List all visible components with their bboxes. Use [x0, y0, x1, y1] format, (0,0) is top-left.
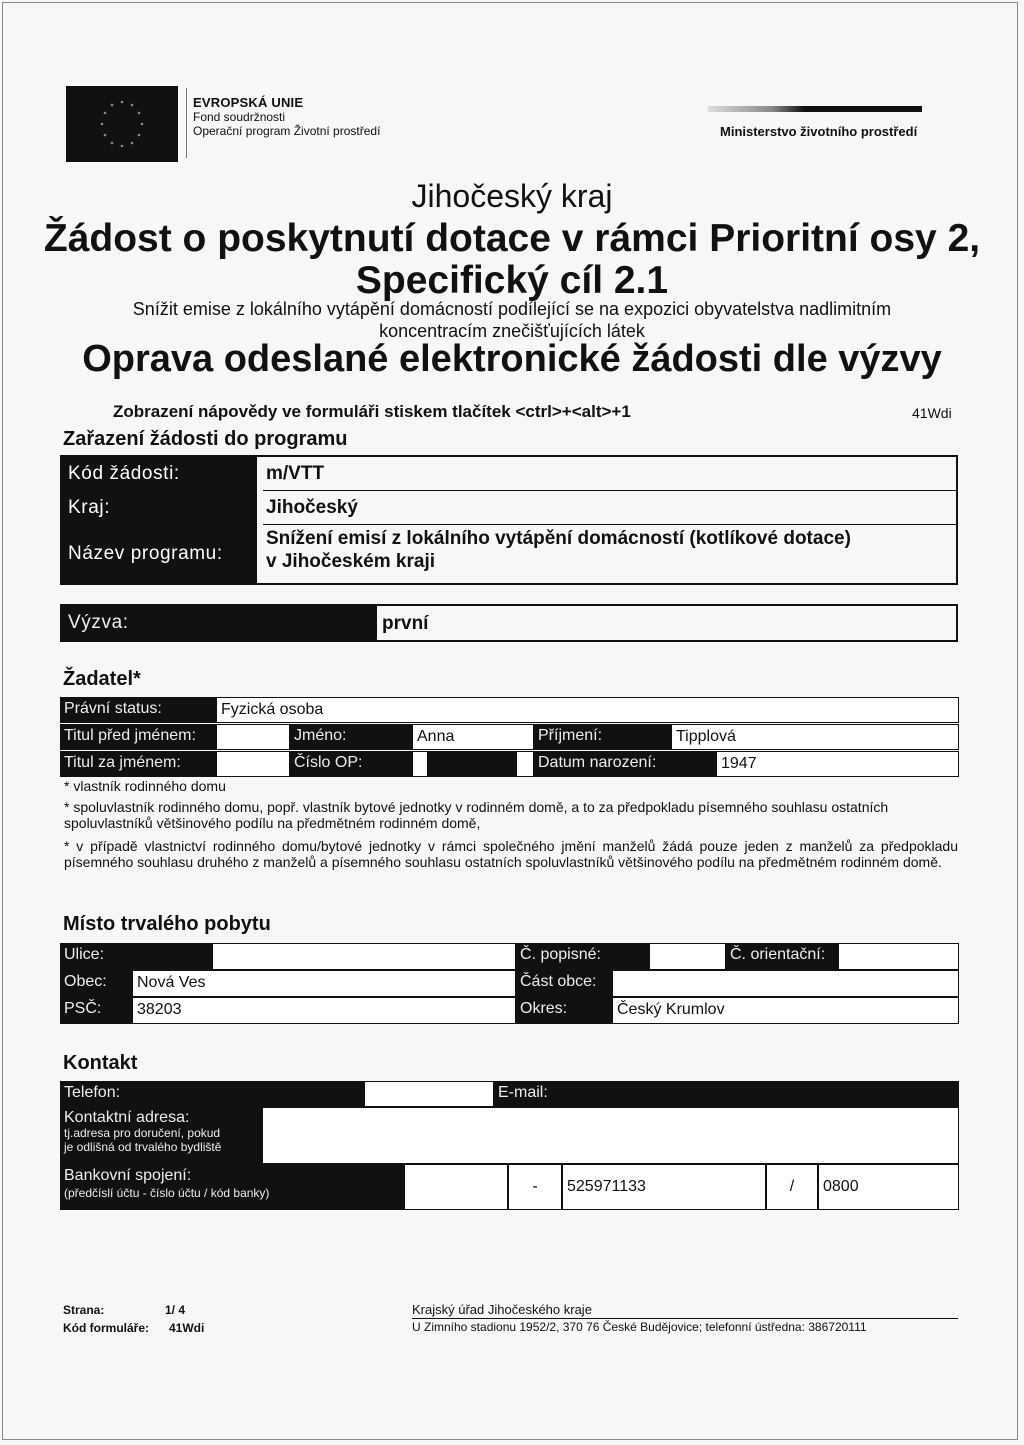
eu-logo-text — [193, 96, 380, 138]
fund-name: Fond soudržnosti — [193, 110, 286, 124]
cislo-op-field[interactable] — [412, 751, 428, 777]
nazev-programu-label: Název programu: — [62, 525, 257, 583]
nazev-programu-line2: v Jihočeském kraji — [266, 551, 435, 572]
kod-zadosti-label: Kód žádosti: — [62, 457, 257, 491]
kontaktni-adresa-sub2: je odlišná od trvalého bydliště — [64, 1140, 222, 1154]
obec-label: Obec: — [60, 970, 132, 997]
section-title-kontakt: Kontakt — [63, 1052, 138, 1074]
predcisli-uctu-field[interactable] — [404, 1164, 508, 1210]
cislo-orientacni-field[interactable] — [838, 943, 959, 970]
form-code: 41Wdi — [912, 405, 952, 421]
ministry-logo-bar — [708, 106, 922, 112]
footer-office: Krajský úřad Jihočeského kraje — [412, 1302, 592, 1317]
bankovni-spojeni-title: Bankovní spojení: — [64, 1167, 192, 1184]
psc-label: PSČ: — [60, 997, 132, 1024]
cislo-op-label: Číslo OP: — [290, 751, 412, 777]
obec-field[interactable]: Nová Ves — [132, 970, 516, 997]
kraj-label: Kraj: — [62, 491, 257, 525]
cast-obce-label: Část obce: — [516, 970, 612, 997]
cislo-op-field-masked — [428, 751, 516, 777]
psc-field[interactable]: 38203 — [132, 997, 516, 1024]
titul-za-field[interactable] — [216, 751, 290, 777]
programme-name: Operační program Životní prostředí — [193, 124, 381, 138]
pravni-status-label: Právní status: — [60, 697, 216, 723]
prijmeni-label: Příjmení: — [534, 724, 671, 750]
kontaktni-adresa-sub1: tj.adresa pro doručení, pokud — [64, 1126, 221, 1140]
bankovni-spojeni-label — [60, 1164, 404, 1210]
titul-pred-label: Titul před jménem: — [60, 724, 216, 750]
telefon-field[interactable] — [364, 1081, 494, 1107]
titul-pred-field[interactable] — [216, 724, 290, 750]
kontaktni-adresa-field[interactable] — [262, 1107, 959, 1164]
footnote-coowner: * spoluvlastník rodinného domu, popř. vlastník bytové jednotky v rodinném domě, a to za předpokladu písemného souhlasu ostatních spoluvlastníků většinového podílu na předmětném rodinném domě, — [64, 799, 889, 831]
footer-rule — [412, 1318, 958, 1319]
pravni-status-field[interactable]: Fyzická osoba — [216, 697, 959, 723]
footer-address: U Zimního stadionu 1952/2, 370 76 České Budějovice; telefonní ústředna: 386720111 — [412, 1320, 867, 1334]
datum-narozeni-label: Datum narození: — [534, 751, 716, 777]
section-title-zadatel: Žadatel* — [63, 668, 141, 690]
bankovni-spojeni-sub: (předčíslí účtu - číslo účtu / kód banky) — [64, 1186, 270, 1200]
nazev-programu-line1: Snížení emisí z lokálního vytápění domácností (kotlíkové dotace) — [266, 528, 851, 549]
account-dash: - — [508, 1164, 562, 1210]
email-field[interactable]: E-mail: — [494, 1081, 959, 1107]
kontaktni-adresa-title: Kontaktní adresa: — [64, 1109, 190, 1126]
footer-page-value: 1/ 4 — [165, 1303, 186, 1317]
footer-form-code-label: Kód formuláře: — [63, 1321, 150, 1335]
cislo-uctu-field[interactable]: 525971133 — [562, 1164, 766, 1210]
correction-heading: Oprava odeslané elektronické žádosti dle výzvy — [82, 338, 942, 380]
vyzva-box — [60, 604, 958, 642]
footnote-owner: * vlastník rodinného domu — [64, 778, 226, 794]
program-box — [60, 455, 958, 585]
okres-label: Okres: — [516, 997, 612, 1024]
jmeno-label: Jméno: — [290, 724, 412, 750]
section-title-pobyt: Místo trvalého pobytu — [63, 913, 271, 935]
ministry-name: Ministerstvo životního prostředí — [720, 124, 918, 139]
kraj-field[interactable]: Jihočeský — [263, 491, 956, 525]
cislo-orientacni-label: Č. orientační: — [726, 943, 838, 970]
form-description: Snížit emise z lokálního vytápění domácností podílející se na expozici obyvatelstva nadlimitním koncentracím znečišťujících látek — [132, 299, 892, 341]
eu-flag-logo — [66, 86, 178, 162]
okres-field[interactable]: Český Krumlov — [612, 997, 959, 1024]
vyzva-field[interactable]: první — [382, 613, 429, 634]
eu-name: EVROPSKÁ UNIE — [193, 95, 304, 110]
jmeno-field[interactable]: Anna — [412, 724, 534, 750]
footnote-spouses: * v případě vlastnictví rodinného domu/bytové jednotky v rámci společného jmění manželů žádá pouze jeden z manželů za předpokladu písemného souhlasu druhého z manželů a písemného souhlasu ostatních spoluvlastníků většinového podílu na předmětném rodinném domě. — [64, 838, 958, 870]
footer-form-code-value: 41Wdi — [169, 1321, 205, 1335]
ulice-label: Ulice: — [60, 943, 212, 970]
titul-za-label: Titul za jménem: — [60, 751, 216, 777]
cislo-popisne-field[interactable] — [649, 943, 726, 970]
section-title-program: Zařazení žádosti do programu — [63, 428, 348, 450]
prijmeni-field[interactable]: Tipplová — [671, 724, 959, 750]
spacer-field — [516, 751, 534, 777]
kod-zadosti-field[interactable]: m/VTT — [263, 457, 956, 491]
help-hint: Zobrazení nápovědy ve formuláři stiskem tlačítek <ctrl>+<alt>+1 — [113, 402, 631, 421]
cislo-popisne-label: Č. popisné: — [516, 943, 649, 970]
account-slash: / — [766, 1164, 818, 1210]
form-title — [0, 218, 1024, 302]
ulice-field[interactable] — [212, 943, 516, 970]
form-title-line1: Žádost o poskytnutí dotace v rámci Prioritní osy 2, — [43, 217, 981, 260]
form-title-line2: Specifický cíl 2.1 — [355, 259, 669, 302]
cast-obce-field[interactable] — [612, 970, 959, 997]
eu-stars-icon — [66, 86, 178, 162]
kod-banky-field[interactable]: 0800 — [818, 1164, 959, 1210]
region-heading: Jihočeský kraj — [411, 178, 613, 214]
header-divider — [186, 88, 187, 158]
footer-page-label: Strana: — [63, 1303, 105, 1317]
nazev-programu-field[interactable] — [263, 527, 956, 583]
kontaktni-adresa-label — [60, 1107, 262, 1164]
vyzva-label: Výzva: — [62, 606, 377, 640]
telefon-label: Telefon: — [60, 1081, 364, 1107]
datum-narozeni-field[interactable]: 1947 — [716, 751, 959, 777]
